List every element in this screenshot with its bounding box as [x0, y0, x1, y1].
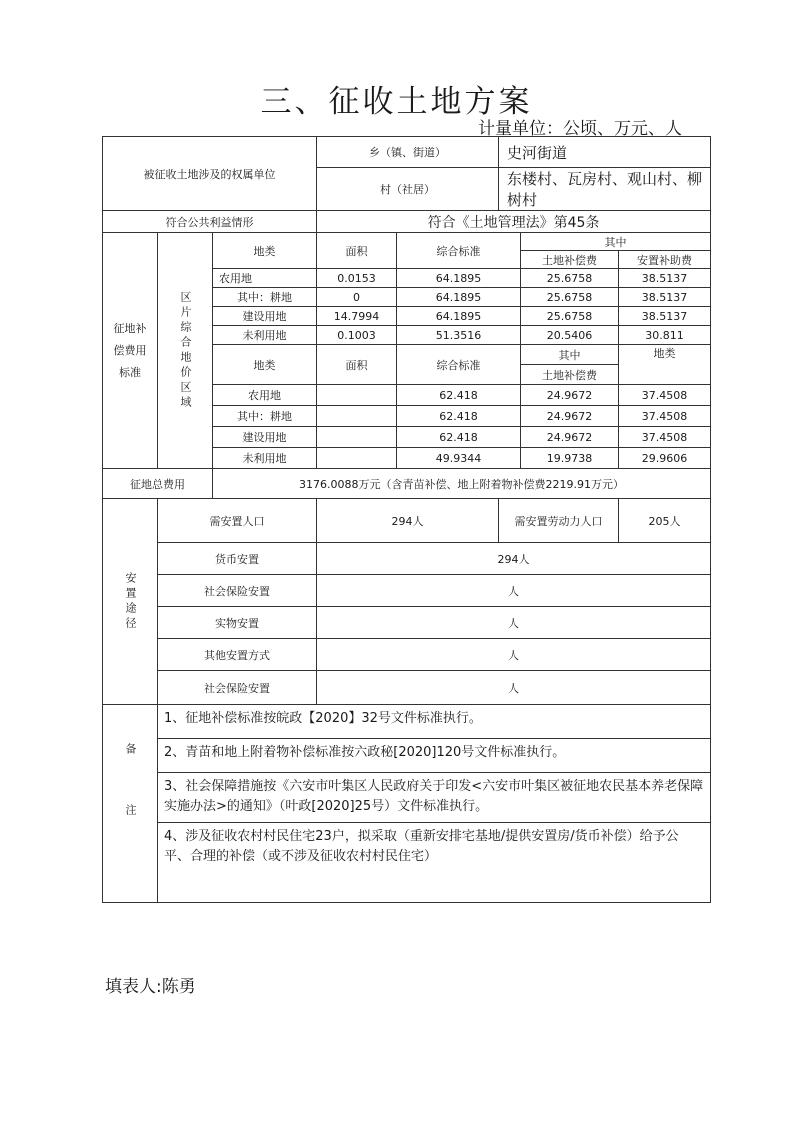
zone-label: [158, 233, 213, 469]
zone-label-text: 区片综合地价区域: [179, 290, 192, 411]
s1-header-landtype: 地类: [213, 233, 317, 269]
cell-area: 0: [317, 288, 397, 307]
cell-land-comp: 19.9738: [521, 448, 619, 469]
pop-value: 294人: [317, 499, 499, 543]
public-interest-label: 符合公共利益情形: [103, 211, 317, 233]
table-row: [103, 575, 711, 607]
cell-area: [317, 406, 397, 427]
resettle-method: 社会保险安置: [158, 671, 317, 705]
total-value: 3176.0088万元（含青苗补偿、地上附着物补偿费2219.91万元）: [213, 469, 711, 499]
compensation-label-text: 征地补偿费用标准: [113, 321, 147, 379]
resettle-value: 人: [317, 607, 711, 639]
s1-header-area: 面积: [317, 233, 397, 269]
cell-subsidy: 38.5137: [619, 269, 711, 288]
cell-standard: 62.418: [397, 427, 521, 448]
cell-area: 14.7994: [317, 307, 397, 326]
resettle-value: 人: [317, 639, 711, 671]
units-label: 计量单位：公顷、万元、人: [478, 119, 682, 139]
cell-land-comp: 25.6758: [521, 307, 619, 326]
cell-landtype: 农用地: [213, 385, 317, 406]
table-row: [103, 671, 711, 705]
ownership-label: 被征收土地涉及的权属单位: [103, 137, 317, 211]
cell-landtype: 其中：耕地: [213, 406, 317, 427]
s1-header-of-which: 其中: [521, 233, 711, 251]
s2-header-land-comp: 土地补偿费: [521, 365, 619, 385]
public-interest-value: 符合《土地管理法》第45条: [317, 211, 711, 233]
s2-header-landtype: 地类: [213, 345, 317, 385]
township-label: 乡（镇、街道）: [317, 137, 499, 168]
cell-standard: 62.418: [397, 385, 521, 406]
page-title: 三、征收土地方案: [260, 84, 533, 120]
remark-item: 1、征地补偿标准按皖政【2020】32号文件标准执行。: [158, 705, 711, 739]
cell-standard: 49.9344: [397, 448, 521, 469]
cell-landtype: 未利用地: [213, 448, 317, 469]
land-expropriation-table: [102, 136, 711, 903]
cell-standard: 64.1895: [397, 269, 521, 288]
cell-landtype: 农用地: [213, 269, 317, 288]
s1-header-land-comp: 土地补偿费: [521, 251, 619, 269]
s2-header-of-which: 其中: [521, 345, 619, 365]
remark-item: 4、涉及征收农村村民住宅23户，拟采取（重新安排宅基地/提供安置房/货币补偿）给予公平、合理的补偿（或不涉及征收农村村民住宅）: [158, 823, 711, 903]
cell-landtype: 建设用地: [213, 427, 317, 448]
cell-area: [317, 427, 397, 448]
cell-land-comp: 24.9672: [521, 406, 619, 427]
resettle-method: 实物安置: [158, 607, 317, 639]
s1-header-resettle-subsidy: 安置补助费: [619, 251, 711, 269]
resettle-method: 货币安置: [158, 543, 317, 575]
township-value: 史河街道: [499, 137, 711, 168]
cell-land-comp: 24.9672: [521, 385, 619, 406]
filler-name: 填表人:陈勇: [105, 977, 196, 997]
cell-land-comp: 25.6758: [521, 269, 619, 288]
s2-header-area: 面积: [317, 345, 397, 385]
cell-area: 0.1003: [317, 326, 397, 345]
cell-standard: 64.1895: [397, 288, 521, 307]
cell-landtype-value: 29.9606: [619, 448, 711, 469]
cell-landtype: 建设用地: [213, 307, 317, 326]
cell-standard: 64.1895: [397, 307, 521, 326]
remarks-label-text: 备注: [124, 742, 137, 865]
pop-label: 需安置人口: [158, 499, 317, 543]
remark-item: 3、社会保障措施按《六安市叶集区人民政府关于印发<六安市叶集区被征地农民基本养老保障实施办法>的通知》（叶政[2020]25号）文件标准执行。: [158, 773, 711, 823]
resettlement-label-text: 安置途径: [124, 571, 137, 632]
resettle-method: 其他安置方式: [158, 639, 317, 671]
cell-subsidy: 30.811: [619, 326, 711, 345]
table-row: [103, 543, 711, 575]
resettlement-label: [103, 499, 158, 705]
resettle-value: 294人: [317, 543, 711, 575]
cell-landtype: 未利用地: [213, 326, 317, 345]
remarks-label: [103, 705, 158, 903]
cell-subsidy: 38.5137: [619, 288, 711, 307]
s2-header-standard: 综合标准: [397, 345, 521, 385]
labor-label: 需安置劳动力人口: [499, 499, 619, 543]
compensation-label: [103, 233, 158, 469]
table-row: [103, 639, 711, 671]
cell-landtype-value: 37.4508: [619, 385, 711, 406]
cell-land-comp: 24.9672: [521, 427, 619, 448]
cell-land-comp: 20.5406: [521, 326, 619, 345]
table-row: [103, 607, 711, 639]
cell-landtype: 其中：耕地: [213, 288, 317, 307]
cell-landtype-value: 37.4508: [619, 427, 711, 448]
s2-header-landtype2: 地类: [619, 345, 711, 385]
cell-area: 0.0153: [317, 269, 397, 288]
remark-item: 2、青苗和地上附着物补偿标准按六政秘[2020]120号文件标准执行。: [158, 739, 711, 773]
resettle-value: 人: [317, 575, 711, 607]
cell-area: [317, 385, 397, 406]
resettle-method: 社会保险安置: [158, 575, 317, 607]
cell-subsidy: 38.5137: [619, 307, 711, 326]
village-label: 村（社居）: [317, 168, 499, 211]
resettle-value: 人: [317, 671, 711, 705]
labor-value: 205人: [619, 499, 711, 543]
cell-landtype-value: 37.4508: [619, 406, 711, 427]
cell-standard: 62.418: [397, 406, 521, 427]
cell-area: [317, 448, 397, 469]
s1-header-standard: 综合标准: [397, 233, 521, 269]
village-value: 东楼村、瓦房村、观山村、柳树村: [499, 168, 711, 211]
cell-standard: 51.3516: [397, 326, 521, 345]
cell-land-comp: 25.6758: [521, 288, 619, 307]
total-label: 征地总费用: [103, 469, 213, 499]
